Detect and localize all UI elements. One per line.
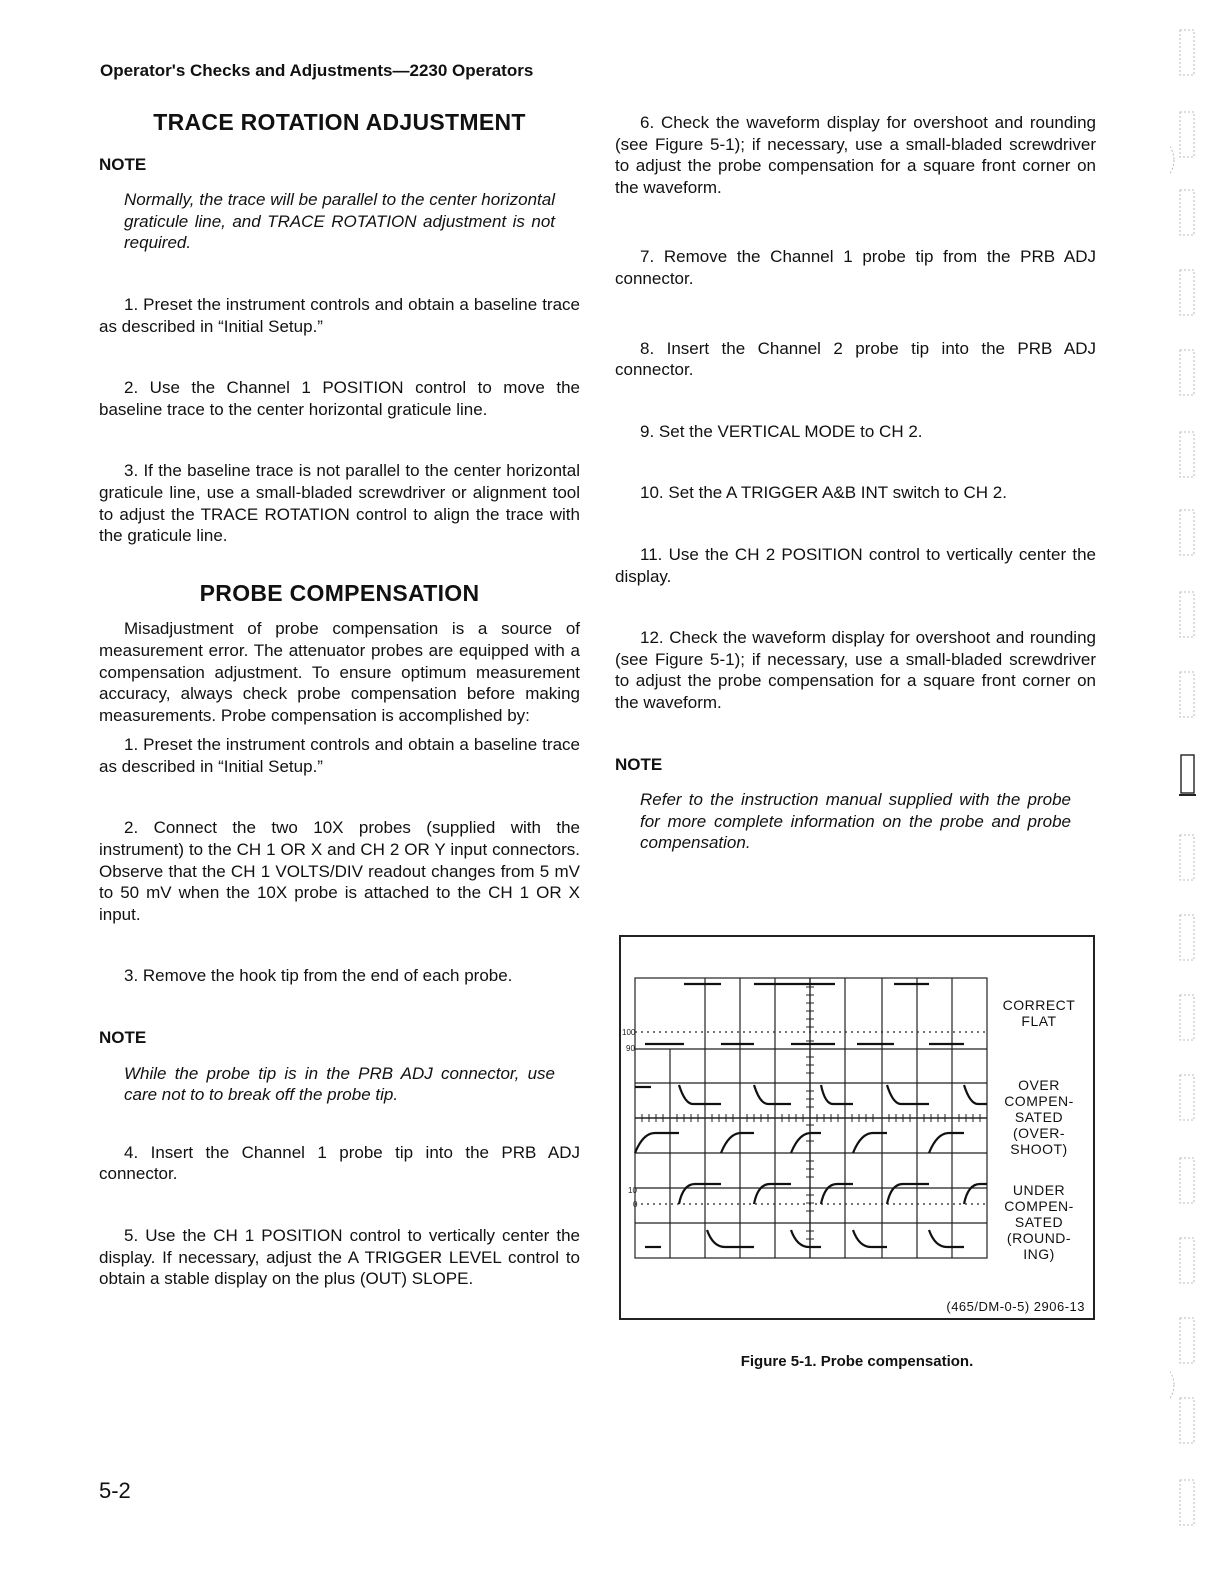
label-line: SATED <box>1014 1109 1064 1125</box>
probe-compensation-heading: PROBE COMPENSATION <box>199 579 480 606</box>
probe-step-9: 9. Set the VERTICAL MODE to CH 2. <box>640 421 923 441</box>
trace-rotation-heading: TRACE ROTATION ADJUSTMENT <box>153 109 526 135</box>
figure-code: (465/DM-0-5) 2906-13 <box>946 1299 1085 1314</box>
edge-tab <box>1180 30 1194 75</box>
page-number: 5-2 <box>99 1478 131 1503</box>
edge-tab <box>1180 1480 1194 1525</box>
trace-step-3: 3. If the baseline trace is not parallel to the center horizontal graticule line, use a small-bladed screwdriver or alignment tool to adjust the TRACE ROTATION control to align the trace with the graticule line. <box>99 461 580 546</box>
page-header: Operator's Checks and Adjustments—2230 Operators <box>100 61 534 80</box>
edge-tab <box>1180 432 1194 477</box>
trace-step-2: 2. Use the Channel 1 POSITION control to move the baseline trace to the center horizontal graticule line. <box>99 378 580 419</box>
edge-tab <box>1180 112 1194 157</box>
label-undercompensated <box>998 1182 1080 1262</box>
label-line: FLAT <box>1021 1013 1057 1029</box>
probe-step-6: 6. Check the waveform display for overshoot and rounding (see Figure 5-1); if necessary, use a small-bladed screwdriver to adjust the probe compensation for a square front corner on the waveform. <box>615 113 1096 197</box>
right-column <box>615 112 1096 854</box>
note-heading: NOTE <box>99 154 147 174</box>
edge-tab <box>1180 1318 1194 1363</box>
over-trace-bottom <box>791 1133 821 1153</box>
probe-step-2: 2. Connect the two 10X probes (supplied with the instrument) to the CH 1 OR X and CH 2 OR Y input connectors. Observe that the CH 1 VOLTS/DIV readout changes from 5 mV to 50 mV when the 10X probe is attached to the CH 1 OR X input. <box>99 818 580 924</box>
label-line: OVER <box>1018 1077 1060 1093</box>
probe-step-3: 3. Remove the hook tip from the end of each probe. <box>124 966 513 986</box>
probe-step-8: 8. Insert the Channel 2 probe tip into the PRB ADJ connector. <box>615 338 1096 380</box>
edge-tab <box>1180 592 1194 637</box>
edge-tab <box>1180 350 1194 395</box>
trace-step-1: 1. Preset the instrument controls and obtain a baseline trace as described in “Initial Setup.” <box>99 294 580 336</box>
under-trace-top <box>821 1184 853 1204</box>
under-trace-bottom <box>707 1230 754 1247</box>
edge-tab <box>1180 1075 1194 1120</box>
edge-tab <box>1180 510 1194 555</box>
probe-step-10: 10. Set the A TRIGGER A&B INT switch to CH 2. <box>640 483 1007 503</box>
edge-tab <box>1180 995 1194 1040</box>
over-trace-bottom <box>635 1133 679 1153</box>
under-trace-top <box>887 1184 929 1204</box>
scale-0: 0 <box>633 1200 638 1209</box>
over-trace-top <box>964 1085 987 1104</box>
edge-tab-markers <box>1170 0 1221 1578</box>
scale-90: 90 <box>626 1044 635 1053</box>
label-correct <box>998 997 1080 1029</box>
probe-step-11: 11. Use the CH 2 POSITION control to vertically center the display. <box>615 544 1096 586</box>
note-heading: NOTE <box>99 1028 147 1048</box>
label-line: UNDER <box>1012 1182 1066 1198</box>
under-trace-top <box>754 1184 791 1204</box>
edge-tab <box>1180 915 1194 960</box>
edge-tab <box>1180 672 1194 717</box>
note-body: Normally, the trace will be parallel to the center horizontal graticule line, and TRACE ROTATION adjustment is not required. <box>124 190 555 253</box>
over-trace-top <box>754 1085 791 1104</box>
label-line: COMPEN- <box>1004 1093 1074 1109</box>
figure-caption: Figure 5-1. Probe compensation. <box>740 1353 974 1370</box>
probe-step-5: 5. Use the CH 1 POSITION control to vertically center the display. If necessary, adjust the A TRIGGER LEVEL control to obtain a stable display on the plus (OUT) SLOPE. <box>99 1226 580 1289</box>
label-line: SATED <box>1014 1214 1064 1230</box>
probe-step-1: 1. Preset the instrument controls and obtain a baseline trace as described in “Initial Setup.” <box>99 735 580 776</box>
note-body: Refer to the instruction manual supplied with the probe for more complete information on the probe and probe compensation. <box>640 790 1071 853</box>
under-trace-bottom <box>929 1230 964 1247</box>
probe-step-4: 4. Insert the Channel 1 probe tip into the PRB ADJ connector. <box>99 1142 580 1184</box>
edge-hole <box>1170 136 1174 184</box>
over-trace-top <box>821 1085 853 1104</box>
over-trace-top <box>887 1085 929 1104</box>
probe-step-12: 12. Check the waveform display for overshoot and rounding (see Figure 5-1); if necessary, use a small-bladed screwdriver to adjust the probe compensation for a square front corner on the waveform. <box>615 628 1096 712</box>
left-column <box>99 109 580 1290</box>
over-trace-top <box>679 1085 721 1104</box>
edge-tab <box>1180 1158 1194 1203</box>
active-edge-tab <box>1181 755 1194 793</box>
edge-tab <box>1180 835 1194 880</box>
label-overcompensated <box>998 1077 1080 1157</box>
probe-step-7: 7. Remove the Channel 1 probe tip from the PRB ADJ connector. <box>615 247 1096 288</box>
label-line: (ROUND- <box>1006 1230 1072 1246</box>
probe-intro: Misadjustment of probe compensation is a source of measurement error. The attenuator probes are equipped with a compensation adjustment. To ensure optimum measurement accuracy, always check probe compensation before making measurements. Probe compensation is accomplished by: <box>99 619 580 725</box>
label-line: SHOOT) <box>1010 1141 1068 1157</box>
edge-tab <box>1180 270 1194 315</box>
under-trace-top <box>964 1184 987 1204</box>
note-body: While the probe tip is in the PRB ADJ connector, use care not to to break off the probe tip. <box>124 1063 555 1105</box>
over-trace-bottom <box>721 1133 754 1153</box>
edge-tab-drawing <box>1170 0 1221 1578</box>
edge-hole <box>1170 1361 1174 1409</box>
edge-tab <box>1180 1238 1194 1283</box>
over-trace-bottom <box>929 1133 964 1153</box>
edge-tab <box>1180 190 1194 235</box>
edge-tab <box>1180 1398 1194 1443</box>
label-line: COMPEN- <box>1004 1198 1074 1214</box>
note-heading: NOTE <box>615 754 663 774</box>
label-line: ING) <box>1023 1246 1055 1262</box>
label-line: CORRECT <box>1002 997 1076 1013</box>
scale-100: 100 <box>622 1028 636 1037</box>
label-line: (OVER- <box>1013 1125 1065 1141</box>
scale-10: 10 <box>628 1186 637 1195</box>
under-trace-top <box>679 1184 721 1204</box>
